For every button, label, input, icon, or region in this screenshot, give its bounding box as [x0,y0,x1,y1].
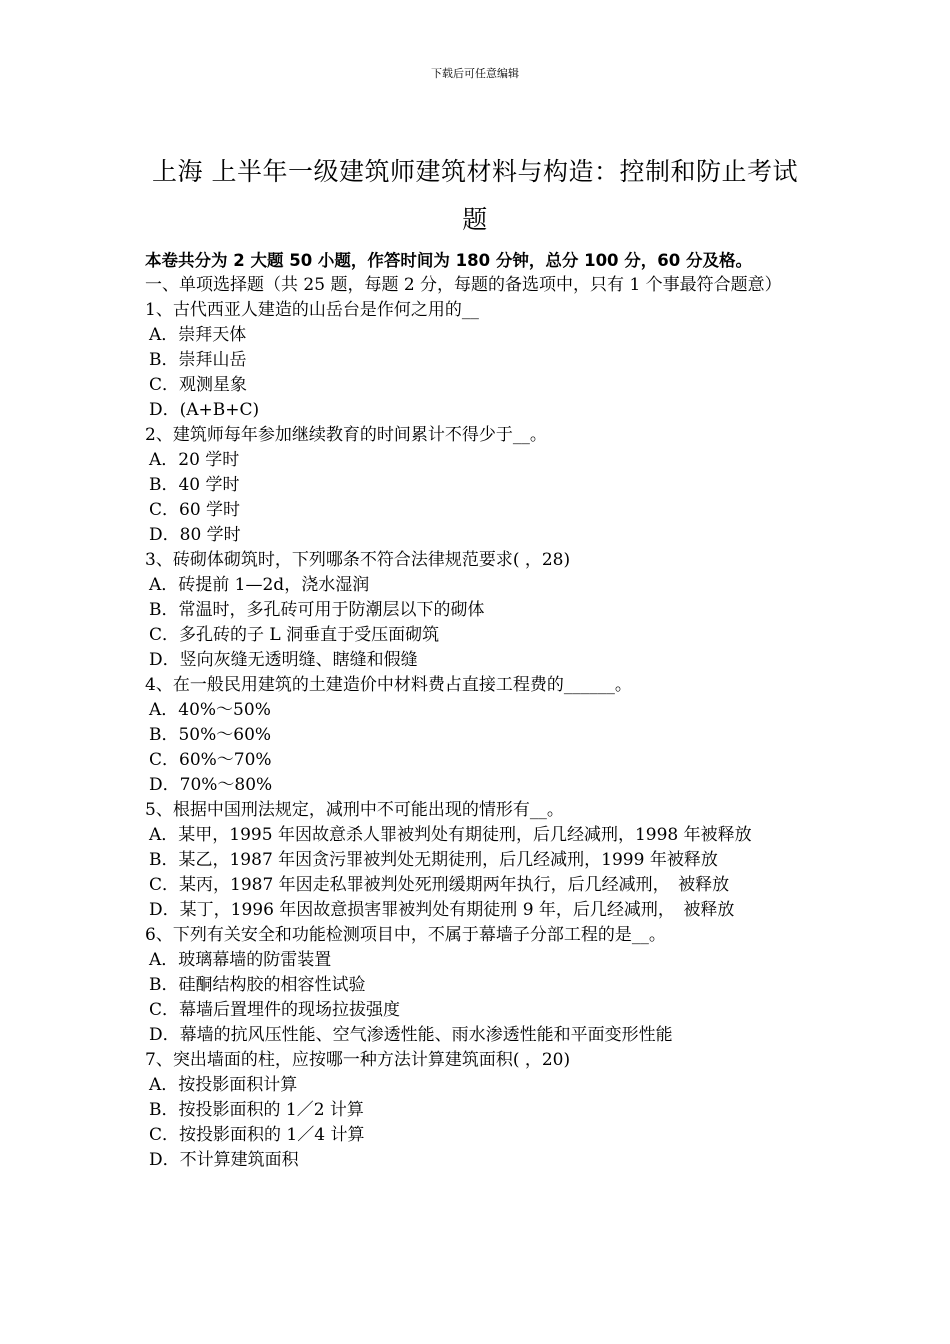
answer-option: A．砖提前 1—2d，浇水湿润 [149,575,370,595]
answer-option: A．某甲，1995 年因故意杀人罪被判处有期徒刑，后几经减刑，1998 年被释放 [149,825,752,845]
question-item [145,548,815,673]
answer-option: C．某丙，1987 年因走私罪被判处死刑缓期两年执行，后几经减刑， 被释放 [149,875,730,895]
question-stem: 4、在一般民用建筑的土建造价中材料费占直接工程费的______。 [145,675,632,695]
question-stem: 3、砖砌体砌筑时，下列哪条不符合法律规范要求( ，28) [145,550,571,570]
document-body [145,248,815,1173]
answer-option: D．幕墙的抗风压性能、空气渗透性能、雨水渗透性能和平面变形性能 [149,1025,673,1045]
question-item [145,423,815,548]
answer-option: A．20 学时 [149,450,240,470]
answer-option: D．某丁，1996 年因故意损害罪被判处有期徒刑 9 年，后几经减刑， 被释放 [149,900,735,920]
question-item [145,1048,815,1173]
answer-option: A．玻璃幕墙的防雷装置 [149,950,332,970]
answer-option: D．(A+B+C) [149,400,260,420]
answer-option: A．40%～50% [149,700,271,720]
answer-option: D．70%～80% [149,775,273,795]
header-note: 下载后可任意编辑 [431,67,519,80]
exam-intro: 本卷共分为 2 大题 50 小题，作答时间为 180 分钟，总分 100 分，60 分及格。 [145,251,752,270]
answer-option: C．60%～70% [149,750,272,770]
answer-option: B．50%～60% [149,725,272,745]
question-stem: 1、古代西亚人建造的山岳台是作何之用的__ [145,300,479,320]
answer-option: D．80 学时 [149,525,241,545]
answer-option: A．按投影面积计算 [149,1075,298,1095]
question-stem: 2、建筑师每年参加继续教育的时间累计不得少于__。 [145,425,547,445]
question-item [145,923,815,1048]
question-item [145,798,815,923]
answer-option: B．硅酮结构胶的相容性试验 [149,975,366,995]
answer-option: B．崇拜山岳 [149,350,247,370]
answer-option: C．多孔砖的子 L 洞垂直于受压面砌筑 [149,625,440,645]
answer-option: C．60 学时 [149,500,241,520]
question-list [145,298,815,1173]
document-title: 上海 上半年一级建筑师建筑材料与构造：控制和防止考试题 [152,157,798,234]
answer-option: A．崇拜天体 [149,325,247,345]
answer-option: C．观测星象 [149,375,248,395]
answer-option: C．幕墙后置埋件的现场拉拔强度 [149,1000,401,1020]
answer-option: D．不计算建筑面积 [149,1150,299,1170]
answer-option: B．40 学时 [149,475,240,495]
question-stem: 5、根据中国刑法规定，减刑中不可能出现的情形有__。 [145,800,564,820]
question-stem: 7、突出墙面的柱，应按哪一种方法计算建筑面积( ，20) [145,1050,571,1070]
answer-option: B．按投影面积的 1／2 计算 [149,1100,364,1120]
answer-option: D．竖向灰缝无透明缝、瞎缝和假缝 [149,650,418,670]
answer-option: B．常温时，多孔砖可用于防潮层以下的砌体 [149,600,485,620]
answer-option: B．某乙，1987 年因贪污罪被判处无期徒刑，后几经减刑，1999 年被释放 [149,850,718,870]
answer-option: C．按投影面积的 1／4 计算 [149,1125,365,1145]
question-stem: 6、下列有关安全和功能检测项目中，不属于幕墙子分部工程的是__。 [145,925,666,945]
question-item [145,298,815,423]
question-item [145,673,815,798]
section-heading: 一、单项选择题（共 25 题，每题 2 分，每题的备选项中，只有 1 个事最符合题意） [145,275,782,295]
